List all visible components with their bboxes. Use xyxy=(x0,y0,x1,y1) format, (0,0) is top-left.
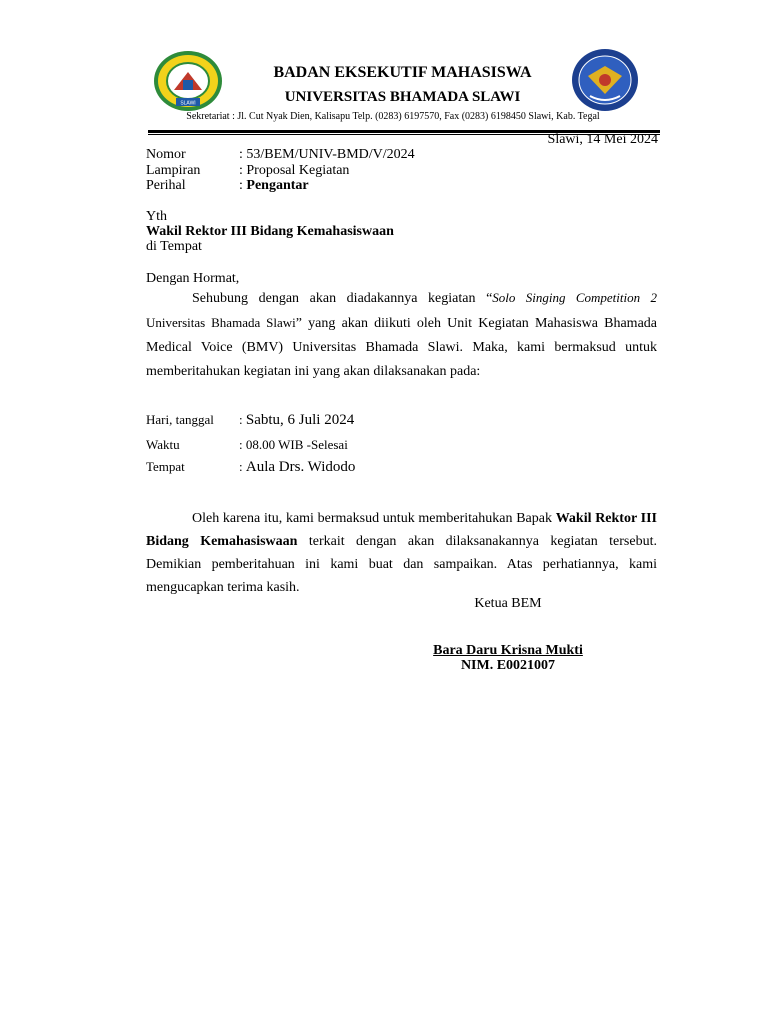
detail-label: Hari, tanggal xyxy=(146,412,214,427)
meta-label: Lampiran xyxy=(146,163,201,178)
body1-rest: yang akan diikuti oleh Unit Kegiatan Mahasiswa Bhamada Medical Voice (BMV) Universitas Bhamada Slawi. Maka, kami bermaksud untuk memberitahukan kegiatan ini yang akan dilaksanakan pada: xyxy=(146,316,657,379)
event-name: Solo Singing Competition 2 xyxy=(492,290,657,305)
university-title: UNIVERSITAS BHAMADA SLAWI xyxy=(284,89,521,105)
recipient-name: Wakil Rektor III Bidang Kemahasiswaan xyxy=(146,224,394,239)
detail-place: Tempat : Aula Drs. Widodo xyxy=(146,459,356,475)
recipient-yth: Yth xyxy=(146,209,167,224)
meta-value: : Proposal Kegiatan xyxy=(239,163,350,178)
meta-label: Perihal xyxy=(146,178,186,193)
meta-lampiran xyxy=(146,163,349,179)
signature-role: Ketua BEM xyxy=(474,596,542,611)
detail-value: Sabtu, 6 Juli 2024 xyxy=(245,412,355,428)
org-title: BADAN EKSEKUTIF MAHASISWA xyxy=(273,64,532,81)
signature-nim: NIM. E0021007 xyxy=(460,658,556,673)
meta-perihal xyxy=(146,178,309,194)
body2-lead: Oleh karena itu, kami bermaksud untuk memberitahukan Bapak xyxy=(192,511,556,526)
signature-name: Bara Daru Krisna Mukti xyxy=(433,643,583,658)
greeting: Dengan Hormat, xyxy=(146,271,240,286)
meta-value: : 53/BEM/UNIV-BMD/V/2024 xyxy=(239,147,415,162)
address-line: Sekretariat : Jl. Cut Nyak Dien, Kalisapu Telp. (0283) 6197570, Fax (0283) 6198450 Slawi, Kab. Tegal xyxy=(186,111,600,122)
meta-value: Pengantar xyxy=(246,178,309,193)
detail-label: Waktu xyxy=(146,437,180,452)
body1-lead: Sehubung dengan akan diadakannya kegiatan “ xyxy=(192,291,493,306)
recipient-place: di Tempat xyxy=(146,239,202,254)
detail-label: Tempat xyxy=(146,459,185,474)
event-name-line2: Universitas Bhamada Slawi xyxy=(146,315,296,330)
body2-bold: Wakil Rektor III Bidang Kemahasiswaan xyxy=(146,511,657,549)
detail-date: Hari, tanggal : Sabtu, 6 Juli 2024 xyxy=(146,412,355,428)
body-paragraph-2 xyxy=(146,507,657,599)
detail-value: 08.00 WIB -Selesai xyxy=(245,437,348,452)
svg-text:SLAWI: SLAWI xyxy=(180,100,196,107)
detail-time: Waktu : 08.00 WIB -Selesai xyxy=(146,437,348,452)
close-quote: ” xyxy=(295,316,302,331)
body2-rest: terkait dengan akan dilaksanakannya kegiatan tersebut. Demikian pemberitahuan ini kami buat dan sampaikan. Atas perhatiannya, kami mengucapkan terima kasih. xyxy=(146,534,657,595)
body-paragraph-1 xyxy=(146,286,657,384)
meta-value-prefix: : xyxy=(239,178,247,193)
meta-label: Nomor xyxy=(146,147,186,162)
detail-value: Aula Drs. Widodo xyxy=(245,459,356,475)
meta-nomor xyxy=(146,147,415,163)
letter-date: Slawi, 14 Mei 2024 xyxy=(547,132,658,147)
